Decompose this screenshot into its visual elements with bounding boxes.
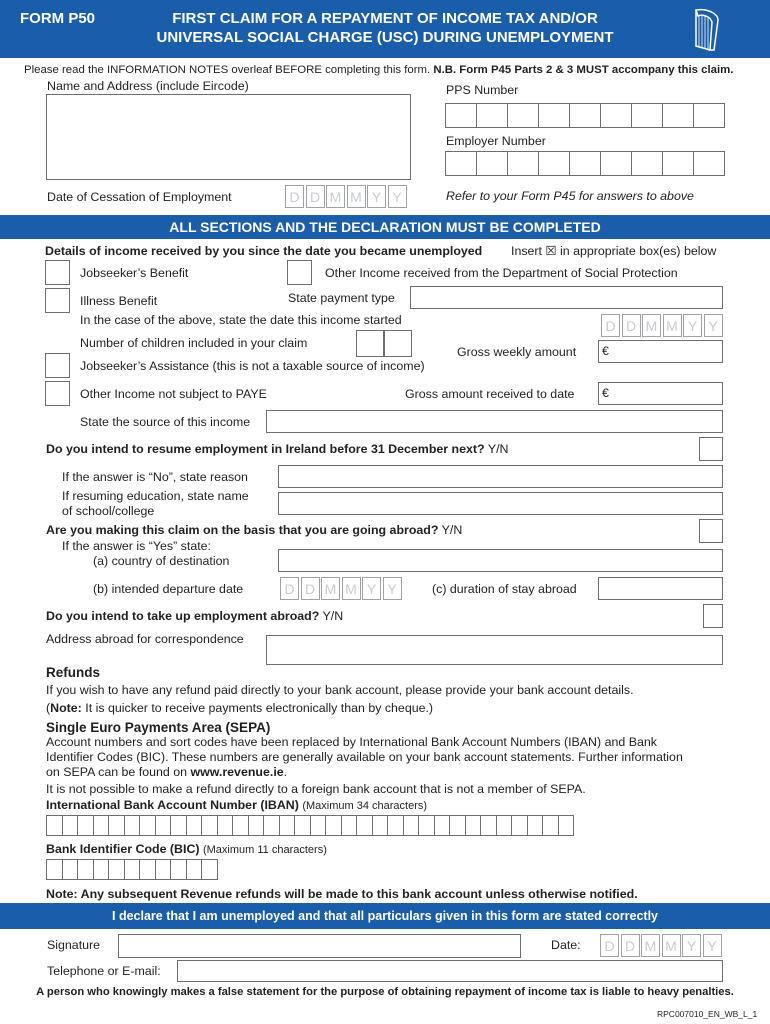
sepa-line4: It is not possible to make a refund directly to a foreign bank account that is not a member of SEPA. <box>46 782 586 796</box>
employer-cell[interactable] <box>538 151 570 176</box>
iban-cell[interactable] <box>449 815 466 836</box>
employer-cell[interactable] <box>600 151 632 176</box>
if-no-label: If the answer is “No”, state reason <box>62 470 248 484</box>
euro-sign: € <box>602 344 609 358</box>
date-digit-box[interactable]: M <box>642 314 661 337</box>
q-abroad-text: Are you making this claim on the basis that you are going abroad? <box>46 523 439 537</box>
iban-cell[interactable] <box>325 815 342 836</box>
notice <box>24 63 733 78</box>
form-title-line2: UNIVERSAL SOCIAL CHARGE (USC) DURING UNEMPLOYMENT <box>156 29 614 46</box>
iban-cell[interactable] <box>496 815 513 836</box>
note-text: It is quicker to receive payments electronically than by cheque.) <box>85 701 434 715</box>
iban-cell[interactable] <box>248 815 265 836</box>
country-label: (a) country of destination <box>93 554 230 568</box>
date-digit-box[interactable]: D <box>600 934 619 957</box>
jobseekers-benefit-label: Jobseeker’s Benefit <box>80 266 189 280</box>
revenue-link[interactable]: www.revenue.ie <box>190 765 284 779</box>
illness-benefit-label: Illness Benefit <box>80 294 158 308</box>
bic-cell[interactable] <box>77 859 94 880</box>
duration-label: (c) duration of stay abroad <box>432 582 577 596</box>
income-heading: Details of income received by you since the date you became unemployed <box>45 244 483 258</box>
iban-cell[interactable] <box>279 815 296 836</box>
duration-field[interactable] <box>598 577 723 600</box>
section-band: ALL SECTIONS AND THE DECLARATION MUST BE COMPLETED <box>0 215 770 239</box>
abroad-yn-field[interactable] <box>699 519 723 543</box>
country-field[interactable] <box>278 549 723 572</box>
iban-cell[interactable] <box>403 815 420 836</box>
date-digit-box[interactable]: M <box>326 185 345 208</box>
date-digit-box[interactable]: Y <box>704 314 723 337</box>
sepa-line3-text: on SEPA can be found on <box>46 765 187 779</box>
pps-cell[interactable] <box>507 103 539 128</box>
employer-cell[interactable] <box>693 151 725 176</box>
date-digit-box[interactable]: M <box>663 314 682 337</box>
declaration-band: I declare that I am unemployed and that all particulars given in this form are stated correctly <box>0 903 770 929</box>
harp-icon <box>690 6 722 54</box>
q-employ-abroad-text: Do you intend to take up employment abroad? <box>46 609 320 623</box>
refunds-line1: If you wish to have any refund paid directly to your bank account, please provide your bank account details. <box>46 683 634 697</box>
iban-cell[interactable] <box>139 815 156 836</box>
bic-cell[interactable] <box>62 859 79 880</box>
date-digit-box[interactable]: Y <box>362 577 381 600</box>
date-digit-box[interactable]: Y <box>683 314 702 337</box>
iban-cell[interactable] <box>480 815 497 836</box>
date-digit-box[interactable]: D <box>621 934 640 957</box>
date-digit-box[interactable]: Y <box>703 934 722 957</box>
if-no-reason-field[interactable] <box>278 465 723 488</box>
note-label: Note: <box>50 701 82 715</box>
date-digit-box[interactable]: M <box>662 934 681 957</box>
bic-max: (Maximum 11 characters) <box>202 844 327 856</box>
bic-cell[interactable] <box>186 859 203 880</box>
form-ref-code: RPC007010_EN_WB_L_1 <box>657 1009 758 1019</box>
date-digit-box[interactable]: Y <box>682 934 701 957</box>
iban-max: (Maximum 34 characters) <box>302 800 428 812</box>
bic-cell[interactable] <box>201 859 218 880</box>
iban-cell[interactable] <box>294 815 311 836</box>
bic-cell[interactable] <box>46 859 63 880</box>
yn: Y/N <box>322 609 344 623</box>
pps-cell[interactable] <box>631 103 663 128</box>
form-title-line1: FIRST CLAIM FOR A REPAYMENT OF INCOME TAX AND/OR <box>172 10 598 27</box>
refunds-heading: Refunds <box>46 665 100 680</box>
pps-cell[interactable] <box>693 103 725 128</box>
iban-cell[interactable] <box>186 815 203 836</box>
iban-cell[interactable] <box>108 815 125 836</box>
subsequent-note: Note: Any subsequent Revenue refunds will be made to this bank account unless otherwise notified. <box>46 887 638 901</box>
children-label: Number of children included in your claim <box>80 336 308 350</box>
notice-text: Please read the INFORMATION NOTES overleaf BEFORE completing this form. <box>24 64 431 76</box>
euro-sign: € <box>602 386 609 400</box>
iban-cell[interactable] <box>465 815 482 836</box>
employer-cell[interactable] <box>476 151 508 176</box>
school-field[interactable] <box>278 492 723 515</box>
iban-cell[interactable] <box>356 815 373 836</box>
header-band <box>0 0 770 58</box>
illness-benefit-checkbox[interactable] <box>45 288 70 313</box>
state-payment-type-label: State payment type <box>288 291 395 305</box>
iban-cell[interactable] <box>77 815 94 836</box>
gross-to-date-field[interactable] <box>598 382 723 405</box>
yn: Y/N <box>487 442 509 456</box>
refunds-note <box>46 701 433 716</box>
iban-cell[interactable] <box>93 815 110 836</box>
sepa-line1: Account numbers and sort codes have been replaced by International Bank Account Numbers (IBAN) and Bank <box>46 735 657 749</box>
bic-cell[interactable] <box>139 859 156 880</box>
date-digit-box[interactable]: D <box>280 577 299 600</box>
name-address-label: Name and Address (include Eircode) <box>47 79 249 93</box>
date-digit-box[interactable]: M <box>641 934 660 957</box>
penalty-note: A person who knowingly makes a false statement for the purpose of obtaining repayment of income tax is liable to heavy penalties. <box>36 986 734 998</box>
jobseekers-assistance-checkbox[interactable] <box>45 353 70 378</box>
iban-cell[interactable] <box>170 815 187 836</box>
date-label: Date: <box>551 938 581 952</box>
iban-cell[interactable] <box>372 815 389 836</box>
bic-cell[interactable] <box>93 859 110 880</box>
iban-cell[interactable] <box>62 815 79 836</box>
other-not-paye-label: Other Income not subject to PAYE <box>80 387 267 401</box>
iban-cell[interactable] <box>124 815 141 836</box>
iban-cell[interactable] <box>155 815 172 836</box>
other-income-dsp-checkbox[interactable] <box>287 260 312 285</box>
bic-cell[interactable] <box>155 859 172 880</box>
q-employ-abroad <box>46 609 343 624</box>
employ-abroad-yn-field[interactable] <box>703 604 723 628</box>
date-digit-box[interactable]: M <box>321 577 340 600</box>
iban-cell[interactable] <box>201 815 218 836</box>
date-digit-box[interactable]: M <box>342 577 361 600</box>
iban-cell[interactable] <box>558 815 575 836</box>
refer-note: Refer to your Form P45 for answers to above <box>446 189 694 203</box>
iban-cell[interactable] <box>434 815 451 836</box>
if-edu-label-2: of school/college <box>62 504 155 518</box>
signature-field[interactable] <box>118 934 521 958</box>
if-yes-label: If the answer is “Yes” state: <box>62 539 211 553</box>
iban-cell[interactable] <box>46 815 63 836</box>
telephone-field[interactable] <box>177 960 723 982</box>
iban-label <box>46 798 427 814</box>
address-abroad-field[interactable] <box>266 635 723 665</box>
sepa-line2: Identifier Codes (BIC). These numbers are generally available on your bank account statements. Further information <box>46 750 683 764</box>
telephone-label: Telephone or E-mail: <box>47 964 161 978</box>
bic-cell[interactable] <box>124 859 141 880</box>
period: . <box>283 765 288 779</box>
yn: Y/N <box>441 523 463 537</box>
employer-cell[interactable] <box>445 151 477 176</box>
iban-cell[interactable] <box>527 815 544 836</box>
other-income-dsp-label: Other Income received from the Department of Social Protection <box>325 266 678 280</box>
pps-cell[interactable] <box>445 103 477 128</box>
iban-cell[interactable] <box>341 815 358 836</box>
notice-bold: N.B. Form P45 Parts 2 & 3 MUST accompany this claim. <box>433 64 734 76</box>
resume-yn-field[interactable] <box>699 437 723 461</box>
iban-cell[interactable] <box>542 815 559 836</box>
pps-cell[interactable] <box>600 103 632 128</box>
employer-cell[interactable] <box>662 151 694 176</box>
bic-label-text: Bank Identifier Code (BIC) <box>46 842 200 856</box>
children-count-field-2[interactable] <box>384 330 412 357</box>
cessation-label: Date of Cessation of Employment <box>47 190 232 204</box>
address-abroad-label: Address abroad for correspondence <box>46 632 244 646</box>
q-abroad <box>46 523 462 538</box>
pps-cell[interactable] <box>569 103 601 128</box>
children-count-field-1[interactable] <box>356 330 384 357</box>
bic-cell[interactable] <box>108 859 125 880</box>
date-digit-box[interactable]: Y <box>383 577 402 600</box>
employer-cell[interactable] <box>569 151 601 176</box>
bic-label <box>46 842 327 858</box>
other-not-paye-checkbox[interactable] <box>45 381 70 406</box>
sepa-line3 <box>46 765 287 780</box>
date-digit-box[interactable]: D <box>306 185 325 208</box>
bic-cell[interactable] <box>170 859 187 880</box>
jobseekers-assistance-label: Jobseeker’s Assistance (this is not a taxable source of income) <box>80 359 425 373</box>
iban-cell[interactable] <box>217 815 234 836</box>
date-digit-box[interactable]: D <box>622 314 641 337</box>
gross-to-date-label: Gross amount received to date <box>405 387 575 401</box>
date-digit-box[interactable]: D <box>601 314 620 337</box>
employer-cell[interactable] <box>507 151 539 176</box>
insert-note: Insert ☒ in appropriate box(es) below <box>511 244 717 258</box>
date-started-label: In the case of the above, state the date this income started <box>80 313 402 327</box>
date-digit-box[interactable]: Y <box>367 185 386 208</box>
date-digit-box[interactable]: M <box>347 185 366 208</box>
iban-cell[interactable] <box>511 815 528 836</box>
source-field[interactable] <box>266 410 723 433</box>
pps-cell[interactable] <box>538 103 570 128</box>
iban-label-text: International Bank Account Number (IBAN) <box>46 798 299 812</box>
paren: ( <box>46 701 51 715</box>
signature-label: Signature <box>47 938 101 952</box>
q-resume <box>46 442 508 457</box>
pps-cell[interactable] <box>662 103 694 128</box>
pps-cell[interactable] <box>476 103 508 128</box>
employer-cell[interactable] <box>631 151 663 176</box>
form-code: FORM P50 <box>20 10 96 27</box>
state-payment-type-field[interactable] <box>410 286 723 309</box>
jobseekers-benefit-checkbox[interactable] <box>45 260 70 285</box>
iban-cell[interactable] <box>263 815 280 836</box>
iban-cell[interactable] <box>387 815 404 836</box>
gross-weekly-label: Gross weekly amount <box>457 345 577 359</box>
employer-label: Employer Number <box>446 134 546 148</box>
iban-cell[interactable] <box>232 815 249 836</box>
q-resume-text: Do you intend to resume employment in Ireland before 31 December next? <box>46 442 485 456</box>
if-edu-label-1: If resuming education, state name <box>62 489 249 503</box>
departure-label: (b) intended departure date <box>93 582 244 596</box>
source-label: State the source of this income <box>80 415 251 429</box>
gross-weekly-field[interactable] <box>598 340 723 363</box>
date-digit-box[interactable]: D <box>301 577 320 600</box>
date-digit-box[interactable]: D <box>285 185 304 208</box>
name-address-field[interactable] <box>46 94 411 180</box>
iban-cell[interactable] <box>418 815 435 836</box>
date-digit-box[interactable]: Y <box>388 185 407 208</box>
iban-cell[interactable] <box>310 815 327 836</box>
pps-label: PPS Number <box>446 83 519 97</box>
sepa-heading: Single Euro Payments Area (SEPA) <box>46 720 271 735</box>
